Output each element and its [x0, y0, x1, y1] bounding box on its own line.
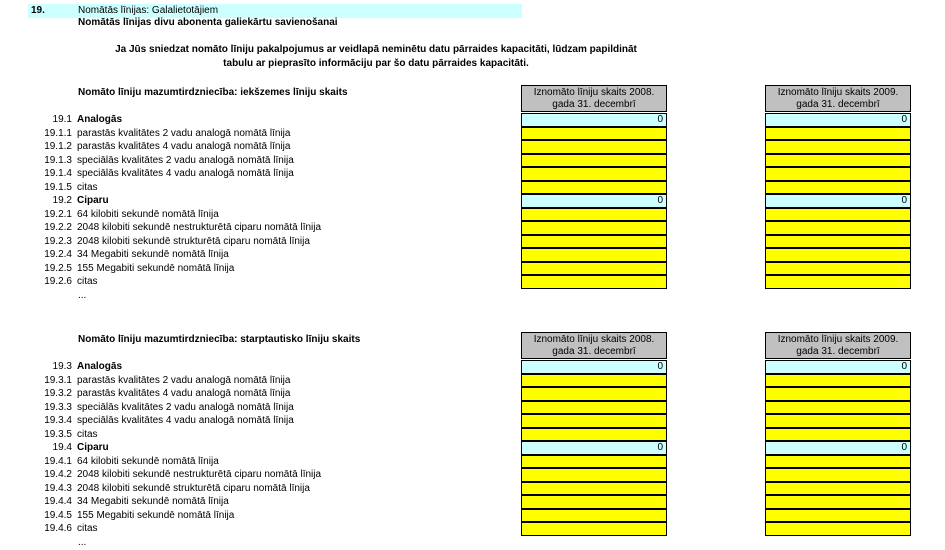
block-title: Nomāto līniju mazumtirdzniecība: iekšzemes līniju skaits: [78, 87, 348, 98]
subtotal-cell: 0: [521, 113, 667, 127]
row-number: 19.3.3: [44, 401, 72, 413]
ellipsis: ...: [78, 536, 87, 548]
input-cell[interactable]: [521, 248, 667, 262]
row-label: 64 kilobiti sekundē nomātā līnija: [77, 208, 219, 220]
subtotal-cell: 0: [521, 360, 667, 374]
input-cell[interactable]: [521, 167, 667, 181]
input-cell[interactable]: [765, 221, 911, 235]
row-label: 2048 kilobiti sekundē strukturētā ciparu nomātā līnija: [77, 235, 310, 247]
row-number: 19.2: [52, 195, 72, 206]
input-cell[interactable]: [765, 414, 911, 428]
row-label: citas: [77, 276, 98, 287]
row-number: 19.2.5: [44, 262, 72, 274]
row-number: 19.4.3: [44, 482, 72, 494]
row-label: 2048 kilobiti sekundē nestrukturētā ciparu nomātā līnija: [77, 222, 322, 233]
input-cell[interactable]: [521, 235, 667, 249]
row-label: Analogās: [77, 361, 123, 372]
row-label: speciālās kvalitātes 4 vadu analogā nomātā līnija: [77, 415, 294, 426]
input-cell[interactable]: [521, 262, 667, 276]
row-number: 19.1.1: [44, 127, 72, 139]
row-label: parastās kvalitātes 2 vadu analogā nomātā līnija: [77, 127, 291, 139]
input-cell[interactable]: [765, 127, 911, 141]
row-label: 34 Megabiti sekundē nomātā līnija: [77, 249, 229, 260]
row-number: 19.1.2: [44, 141, 72, 152]
row-number: 19.2.6: [44, 276, 72, 287]
row-label: speciālās kvalitātes 4 vadu analogā nomātā līnija: [77, 168, 294, 179]
row-number: 19.3.2: [44, 388, 72, 399]
row-label: citas: [77, 523, 98, 534]
row-label: parastās kvalitātes 4 vadu analogā nomātā līnija: [77, 388, 291, 399]
input-cell[interactable]: [765, 248, 911, 262]
input-cell[interactable]: [521, 275, 667, 289]
row-number: 19.4.5: [44, 509, 72, 521]
input-cell[interactable]: [765, 482, 911, 496]
subtotal-cell: 0: [765, 441, 911, 455]
section-number: 19.: [31, 5, 45, 16]
input-cell[interactable]: [765, 455, 911, 469]
row-number: 19.4.6: [44, 523, 72, 534]
row-number: 19.4: [52, 442, 72, 453]
row-label: 155 Megabiti sekundē nomātā līnija: [77, 262, 235, 274]
row-label: 34 Megabiti sekundē nomātā līnija: [77, 496, 229, 507]
input-cell[interactable]: [521, 181, 667, 195]
row-label: 2048 kilobiti sekundē strukturētā ciparu nomātā līnija: [77, 482, 310, 494]
row-number: 19.4.2: [44, 469, 72, 480]
input-cell[interactable]: [521, 495, 667, 509]
row-label: 64 kilobiti sekundē nomātā līnija: [77, 455, 219, 467]
input-cell[interactable]: [765, 262, 911, 276]
row-number: 19.3.5: [44, 428, 72, 440]
row-label: Ciparu: [77, 442, 109, 453]
row-number: 19.3: [52, 361, 72, 372]
row-label: 155 Megabiti sekundē nomātā līnija: [77, 509, 235, 521]
input-cell[interactable]: [521, 154, 667, 168]
input-cell[interactable]: [765, 181, 911, 195]
row-label: speciālās kvalitātes 2 vadu analogā nomātā līnija: [77, 154, 294, 166]
input-cell[interactable]: [765, 167, 911, 181]
row-number: 19.3.1: [44, 374, 72, 386]
input-cell[interactable]: [521, 387, 667, 401]
row-label: parastās kvalitātes 2 vadu analogā nomātā līnija: [77, 374, 291, 386]
subtotal-cell: 0: [765, 113, 911, 127]
input-cell[interactable]: [765, 208, 911, 222]
row-number: 19.4.1: [44, 455, 72, 467]
row-number: 19.1.3: [44, 154, 72, 166]
row-number: 19.1.4: [44, 168, 72, 179]
subtotal-cell: 0: [521, 441, 667, 455]
input-cell[interactable]: [765, 140, 911, 154]
section-subtitle: Nomātās līnijas divu abonenta galiekārtu savienošanai: [78, 17, 338, 28]
ellipsis: ...: [78, 289, 87, 301]
input-cell[interactable]: [765, 154, 911, 168]
input-cell[interactable]: [765, 522, 911, 536]
row-number: 19.1.5: [44, 181, 72, 193]
row-number: 19.2.1: [44, 208, 72, 220]
input-cell[interactable]: [765, 374, 911, 388]
row-label: 2048 kilobiti sekundē nestrukturētā ciparu nomātā līnija: [77, 469, 322, 480]
row-number: 19.2.3: [44, 235, 72, 247]
subtotal-cell: 0: [765, 194, 911, 208]
subtotal-cell: 0: [521, 194, 667, 208]
input-cell[interactable]: [521, 374, 667, 388]
column-header-col1: Iznomāto līniju skaits 2008. gada 31. decembrī: [521, 332, 667, 359]
input-cell[interactable]: [765, 495, 911, 509]
input-cell[interactable]: [521, 509, 667, 523]
input-cell[interactable]: [521, 127, 667, 141]
row-label: citas: [77, 428, 98, 440]
input-cell[interactable]: [521, 414, 667, 428]
input-cell[interactable]: [521, 428, 667, 442]
row-number: 19.2.4: [44, 249, 72, 260]
input-cell[interactable]: [521, 140, 667, 154]
input-cell[interactable]: [765, 401, 911, 415]
input-cell[interactable]: [521, 482, 667, 496]
input-cell[interactable]: [765, 275, 911, 289]
block-title: Nomāto līniju mazumtirdzniecība: starptautisko līniju skaits: [78, 334, 361, 345]
column-header-col2: Iznomāto līniju skaits 2009. gada 31. decembrī: [765, 85, 911, 112]
row-label: parastās kvalitātes 4 vadu analogā nomātā līnija: [77, 141, 291, 152]
input-cell[interactable]: [521, 522, 667, 536]
section-title: Nomātās līnijas: Galalietotājiem: [78, 5, 219, 16]
row-number: 19.3.4: [44, 415, 72, 426]
input-cell[interactable]: [765, 387, 911, 401]
input-cell[interactable]: [765, 428, 911, 442]
input-cell[interactable]: [521, 221, 667, 235]
row-label: citas: [77, 181, 98, 193]
input-cell[interactable]: [521, 208, 667, 222]
row-number: 19.4.4: [44, 496, 72, 507]
row-label: Analogās: [77, 114, 123, 125]
column-header-col1: Iznomāto līniju skaits 2008. gada 31. decembrī: [521, 85, 667, 112]
row-number: 19.1: [52, 114, 72, 125]
row-number: 19.2.2: [44, 222, 72, 233]
intro-line-1: Ja Jūs sniedzat nomāto līniju pakalpojumus ar veidlapā neminētu datu pārraides kapacitāti, lūdzam papildināt: [115, 44, 637, 55]
row-label: speciālās kvalitātes 2 vadu analogā nomātā līnija: [77, 401, 294, 413]
input-cell[interactable]: [521, 401, 667, 415]
column-header-col2: Iznomāto līniju skaits 2009. gada 31. decembrī: [765, 332, 911, 359]
input-cell[interactable]: [521, 468, 667, 482]
input-cell[interactable]: [765, 509, 911, 523]
input-cell[interactable]: [765, 235, 911, 249]
input-cell[interactable]: [521, 455, 667, 469]
row-label: Ciparu: [77, 195, 109, 206]
subtotal-cell: 0: [765, 360, 911, 374]
input-cell[interactable]: [765, 468, 911, 482]
intro-line-2: tabulu ar pieprasīto informāciju par šo datu pārraides kapacitāti.: [223, 58, 529, 69]
